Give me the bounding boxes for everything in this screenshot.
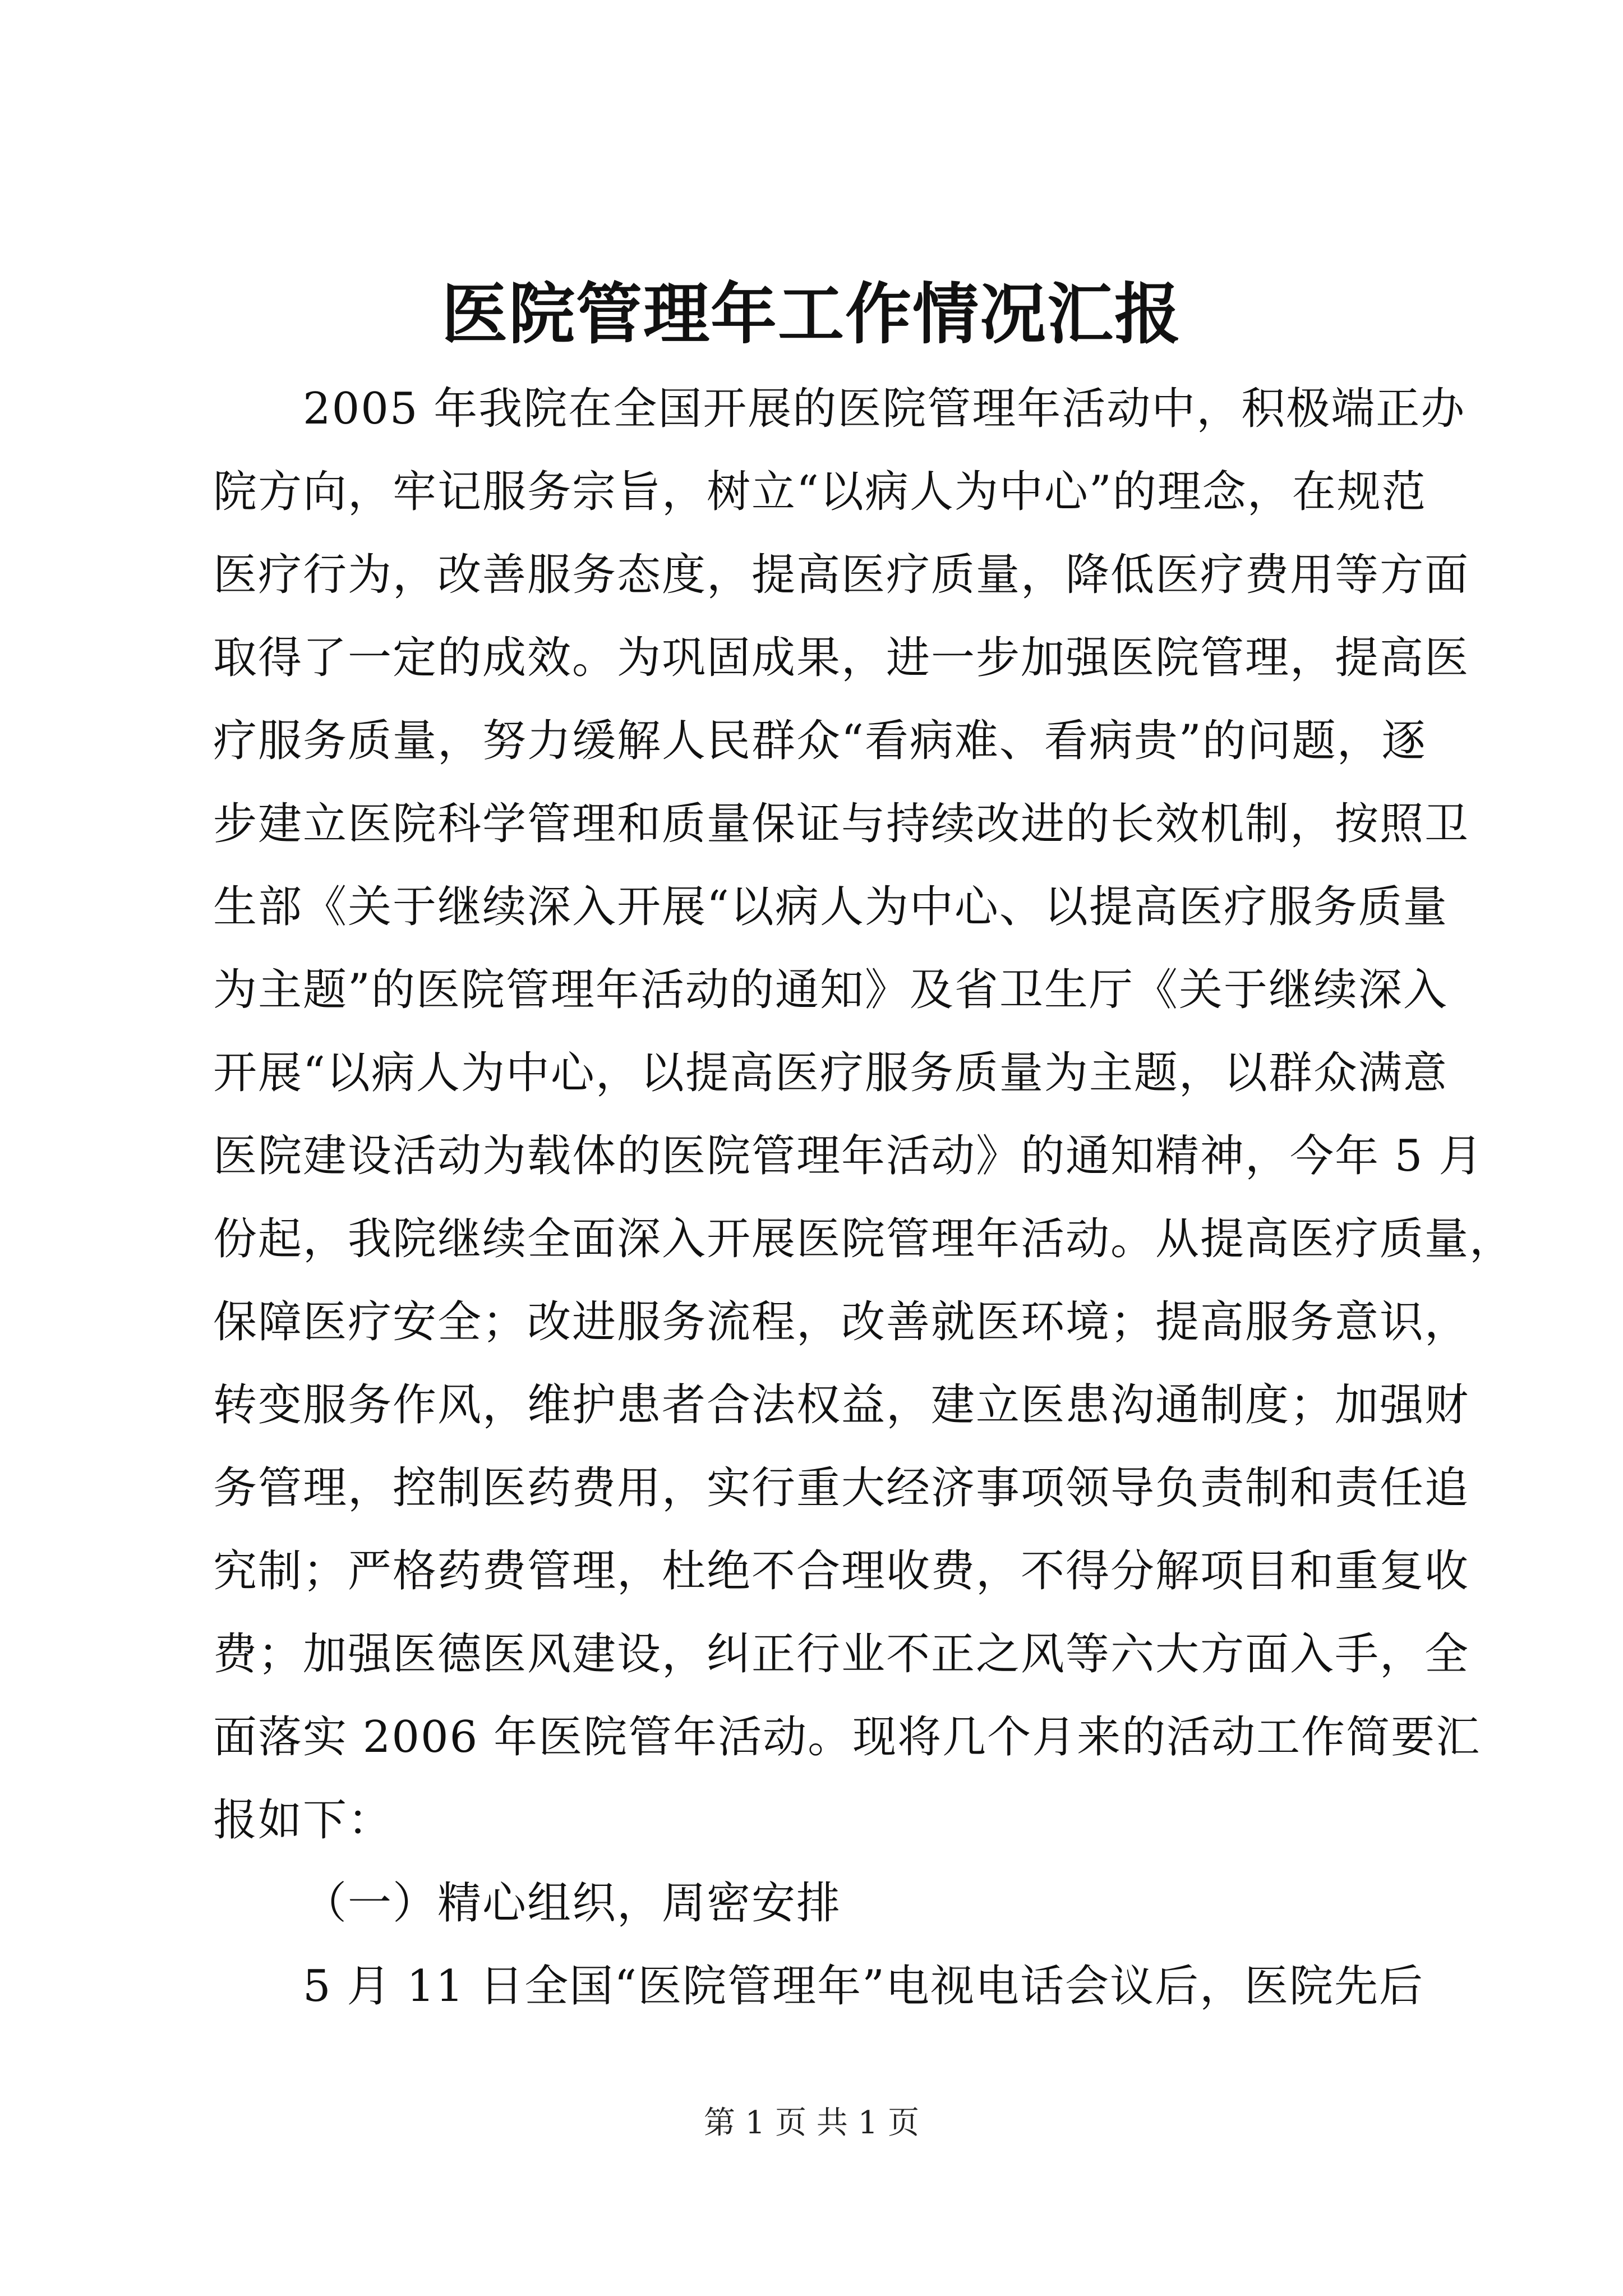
paragraph-line: 为主题”的医院管理年活动的通知》及省卫生厅《关于继续深入 [213, 965, 1448, 1015]
paragraph-line: 取得了一定的成效。为巩固成果，进一步加强医院管理，提高医 [213, 633, 1470, 683]
paragraph-line: 面落实 2006 年医院管年活动。现将几个月来的活动工作简要汇 [213, 1712, 1481, 1763]
paragraph-line: 院方向，牢记服务宗旨，树立“以病人为中心”的理念，在规范 [213, 467, 1427, 517]
paragraph-line: 5 月 11 日全国“医院管理年”电视电话会议后，医院先后 [303, 1961, 1424, 2012]
document-title: 医院管理年工作情况汇报 [441, 275, 1182, 353]
paragraph-line: 步建立医院科学管理和质量保证与持续改进的长效机制，按照卫 [213, 799, 1470, 849]
paragraph-line: 2005 年我院在全国开展的医院管理年活动中，积极端正办 [303, 384, 1466, 434]
paragraph-line: 生部《关于继续深入开展“以病人为中心、以提高医疗服务质量 [213, 882, 1448, 932]
page-number-footer: 第 1 页 共 1 页 [703, 2105, 920, 2141]
document-body [213, 367, 1515, 2028]
paragraph-line: 报如下： [213, 1795, 393, 1846]
section-heading: （一）精心组织，周密安排 [303, 1878, 842, 1929]
paragraph-line: 份起，我院继续全面深入开展医院管理年活动。从提高医疗质量， [213, 1214, 1515, 1264]
paragraph-line: 医疗行为，改善服务态度，提高医疗质量，降低医疗费用等方面 [213, 550, 1470, 600]
paragraph-line: 费；加强医德医风建设，纠正行业不正之风等六大方面入手，全 [213, 1629, 1470, 1680]
paragraph-line: 开展“以病人为中心，以提高医疗服务质量为主题，以群众满意 [213, 1048, 1448, 1098]
paragraph-line: 疗服务质量，努力缓解人民群众“看病难、看病贵”的问题，逐 [213, 716, 1427, 766]
paragraph-line: 保障医疗安全；改进服务流程，改善就医环境；提高服务意识， [213, 1297, 1470, 1347]
paragraph-line: 医院建设活动为载体的医院管理年活动》的通知精神，今年 5 月 [213, 1131, 1484, 1181]
paragraph-line: 究制；严格药费管理，杜绝不合理收费，不得分解项目和重复收 [213, 1546, 1470, 1596]
paragraph-line: 转变服务作风，维护患者合法权益，建立医患沟通制度；加强财 [213, 1380, 1470, 1430]
paragraph-line: 务管理，控制医药费用，实行重大经济事项领导负责制和责任追 [213, 1463, 1470, 1513]
